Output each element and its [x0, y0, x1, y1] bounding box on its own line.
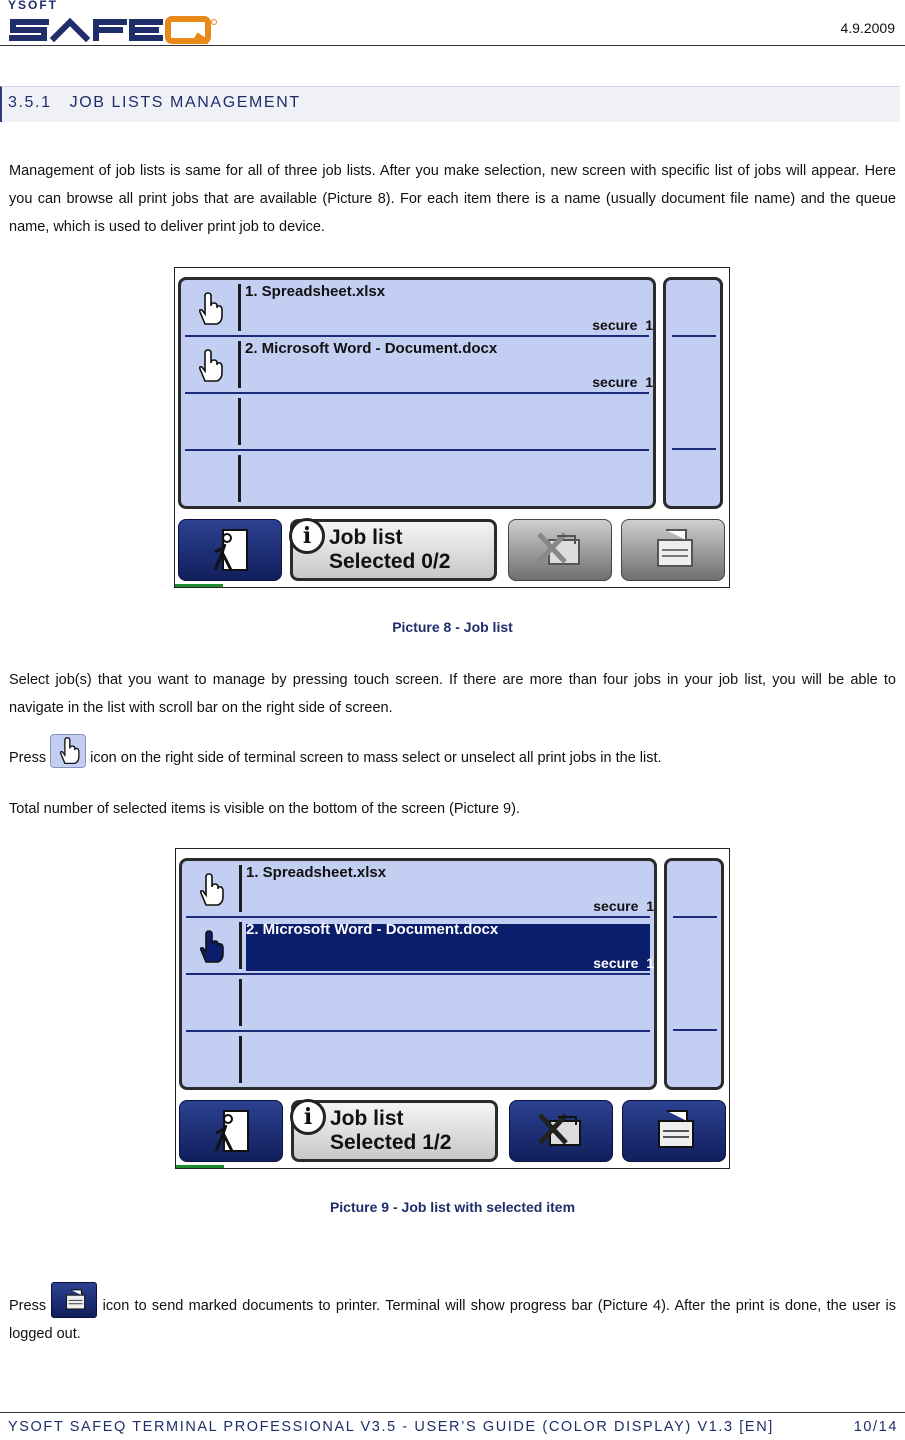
page-number: 10/14	[853, 1419, 898, 1435]
select-all-paragraph: Press icon on the right side of terminal screen to mass select or unselect all print jobs in the list.	[9, 744, 896, 772]
job-name: 2. Microsoft Word - Document.docx	[246, 921, 499, 938]
printer-delete-icon	[531, 526, 591, 576]
row-separator	[238, 455, 241, 502]
info-icon: i	[289, 518, 325, 554]
section-title: JOB LISTS MANAGEMENT	[69, 94, 301, 111]
row-separator	[239, 865, 242, 912]
job-list-panel	[179, 858, 657, 1090]
print-jobs-button[interactable]	[621, 519, 725, 581]
job-queue: secure 1	[592, 317, 653, 333]
info-title: Job list	[330, 1107, 404, 1130]
exit-door-icon	[201, 526, 261, 576]
job-list-selected-screenshot	[175, 848, 730, 1169]
header-rule	[0, 45, 905, 46]
intro-paragraph: Management of job lists is same for all of three job lists. After you make selection, new screen with specific list of jobs will appear. Here you can browse all print jobs that are available (Picture 8). For each item there is a name (usually document file name) and the queue name, which is used to deliver print job to device.	[9, 163, 896, 235]
figure-caption: Picture 8 - Job list	[392, 619, 513, 635]
row-separator	[238, 284, 241, 331]
row-separator	[239, 979, 242, 1026]
footer-title: YSOFT SAFEQ TERMINAL PROFESSIONAL V3.5 - USER’S GUIDE (COLOR DISPLAY) V1.3 [EN]	[8, 1419, 774, 1435]
print-jobs-button[interactable]	[622, 1100, 726, 1162]
job-row[interactable]	[181, 280, 653, 337]
hand-pointer-icon	[195, 292, 225, 326]
document-date: 4.9.2009	[840, 20, 895, 36]
job-list-screenshot	[174, 267, 730, 588]
empty-row	[182, 975, 654, 1032]
job-queue: secure 1	[592, 374, 653, 390]
job-queue: secure 1	[593, 898, 654, 914]
page-footer	[8, 1419, 898, 1435]
section-heading	[8, 94, 301, 112]
job-row-selected[interactable]	[182, 918, 654, 975]
safeq-logo	[8, 0, 218, 44]
footer-rule	[0, 1412, 905, 1413]
scroll-bar[interactable]	[663, 277, 723, 509]
scroll-divider	[672, 335, 716, 337]
job-row[interactable]	[181, 337, 653, 394]
scroll-divider	[673, 916, 717, 918]
total-paragraph: Total number of selected items is visible on the bottom of the screen (Picture 9).	[9, 801, 520, 817]
exit-door-icon	[202, 1107, 262, 1157]
info-icon: i	[290, 1099, 326, 1135]
hand-pointer-icon	[195, 349, 225, 383]
scroll-divider	[672, 448, 716, 450]
status-indicator	[176, 1165, 224, 1168]
job-list-info-button[interactable]	[291, 1100, 498, 1162]
job-name: 1. Spreadsheet.xlsx	[245, 283, 386, 300]
printer-icon	[645, 1107, 705, 1157]
job-queue: secure 1	[593, 955, 654, 971]
printer-icon	[644, 526, 704, 576]
row-separator	[239, 922, 242, 969]
row-separator	[238, 398, 241, 445]
svg-text:YSOFT: YSOFT	[8, 0, 59, 12]
delete-jobs-button[interactable]	[508, 519, 612, 581]
job-list-info-button[interactable]	[290, 519, 497, 581]
empty-row	[182, 1032, 654, 1087]
empty-row	[181, 451, 653, 506]
row-separator	[239, 1036, 242, 1083]
select-all-icon	[50, 734, 86, 768]
selected-count: Selected 1/2	[330, 1131, 452, 1154]
logout-button[interactable]	[178, 519, 282, 581]
job-name: 1. Spreadsheet.xlsx	[246, 864, 387, 881]
job-list-panel	[178, 277, 656, 509]
empty-row	[181, 394, 653, 451]
row-separator	[238, 341, 241, 388]
figure-caption: Picture 9 - Job list with selected item	[329, 1199, 576, 1215]
delete-jobs-button[interactable]	[509, 1100, 613, 1162]
logout-button[interactable]	[179, 1100, 283, 1162]
printer-delete-icon	[532, 1107, 592, 1157]
print-icon	[51, 1282, 97, 1318]
job-name: 2. Microsoft Word - Document.docx	[245, 340, 498, 357]
print-paragraph: Press icon to send marked documents to printer. Terminal will show progress bar (Picture 4). After the print is done, the user is logged out.	[9, 1292, 896, 1348]
section-number: 3.5.1	[8, 94, 52, 111]
info-title: Job list	[329, 526, 403, 549]
hand-pointer-icon	[196, 873, 226, 907]
scroll-bar[interactable]	[664, 858, 724, 1090]
status-indicator	[175, 584, 223, 587]
job-row[interactable]	[182, 861, 654, 918]
select-paragraph: Select job(s) that you want to manage by pressing touch screen. If there are more than four jobs in your job list, you will be able to navigate in the list with scroll bar on the right side of screen.	[9, 672, 896, 716]
selected-count: Selected 0/2	[329, 550, 451, 573]
hand-pointer-selected-icon	[196, 930, 226, 964]
scroll-divider	[673, 1029, 717, 1031]
